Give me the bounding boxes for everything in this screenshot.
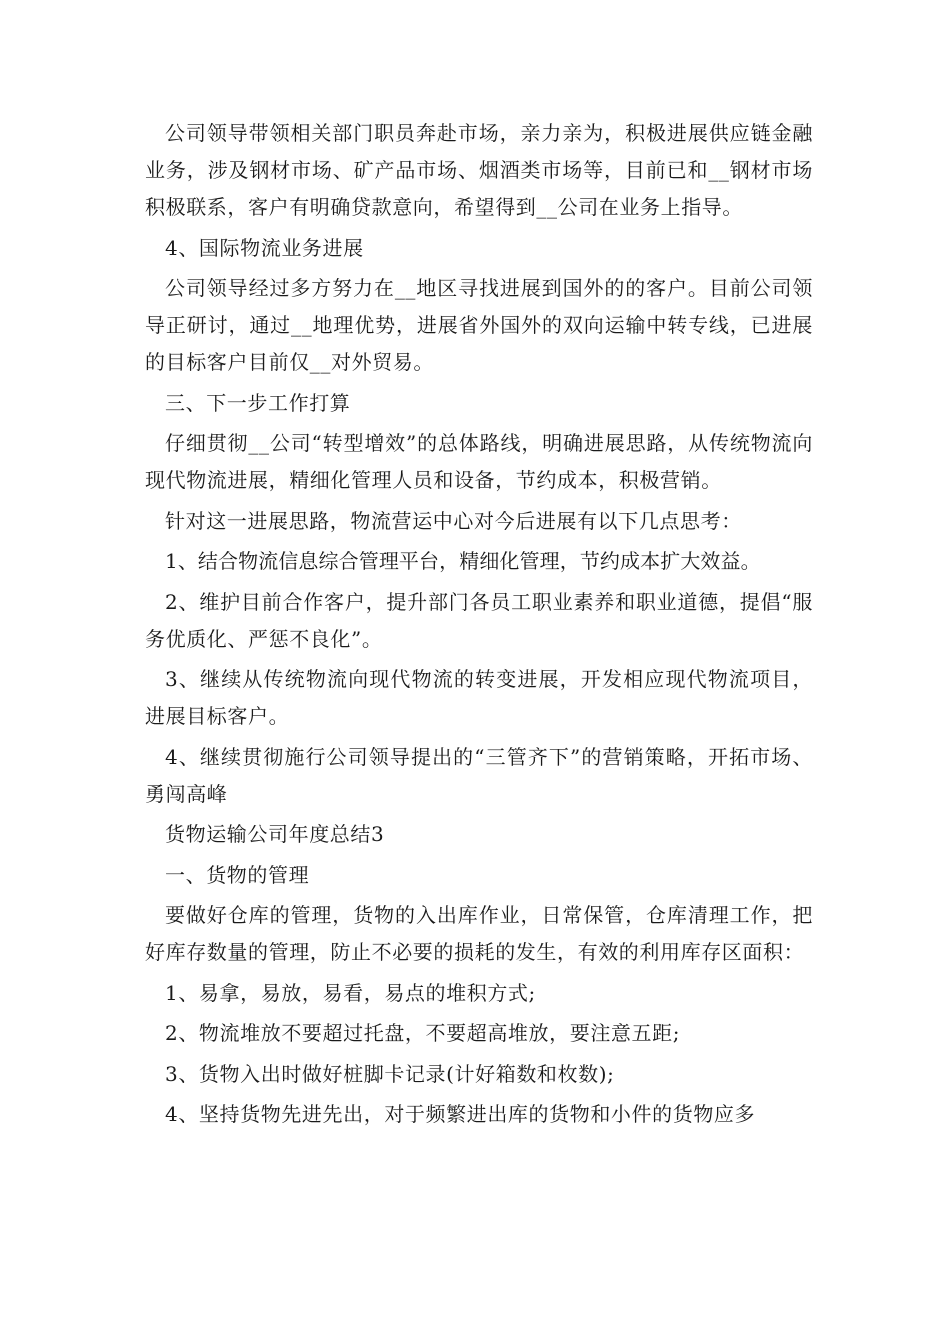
list-item-2-pallet: 2、物流堆放不要超过托盘，不要超高堆放，要注意五距; [165,1021,681,1045]
list-item-4-fifo: 4、坚持货物先进先出，对于频繁进出库的货物和小件的货物应多 [165,1102,756,1126]
list-item-1-platform: 1、结合物流信息综合管理平台，精细化管理，节约成本扩大效益。 [165,549,761,573]
paragraph-supply-chain-finance: 公司领导带领相关部门职员奔赴市场，亲力亲为，积极进展供应链金融业务，涉及钢材市场、矿产品市场、烟酒类市场等，目前已和__钢材市场积极联系，客户有明确贷款意向，希望得到__公司在业务上指导。 [145,121,813,219]
list-item-4-marketing-strategy: 4、继续贯彻施行公司领导提出的“三管齐下”的营销策略，开拓市场、勇闯高峰 [145,744,813,806]
document-body [145,115,813,1137]
paragraph-transformation-route: 仔细贯彻__公司“转型增效”的总体路线，明确进展思路，从传统物流向现代物流进展，精细化管理人员和设备，节约成本，积极营销。 [145,431,813,492]
list-item-3-modern-logistics: 3、继续从传统物流向现代物流的转变进展，开发相应现代物流项目，进展目标客户。 [145,667,813,728]
heading-next-steps: 三、下一步工作打算 [165,390,351,415]
section-title-summary-3: 货物运输公司年度总结3 [165,822,385,846]
list-item-2-clients: 2、维护目前合作客户，提升部门各员工职业素养和职业道德，提倡“服务优质化、严惩不良化”。 [145,589,813,651]
paragraph-development-thinking: 针对这一进展思路，物流营运中心对今后进展有以下几点思考： [165,508,742,533]
paragraph-international-clients: 公司领导经过多方努力在__地区寻找进展到国外的的客户。目前公司领导正研讨，通过__地理优势，进展省外国外的双向运输中转专线，已进展的目标客户目前仅__对外贸易。 [145,276,813,374]
heading-international-logistics: 4、国际物流业务进展 [165,235,364,260]
list-item-3-records: 3、货物入出时做好桩脚卡记录(计好箱数和枚数); [165,1061,615,1086]
heading-goods-management: 一、货物的管理 [165,862,310,887]
list-item-1-stacking: 1、易拿，易放，易看，易点的堆积方式; [165,980,536,1005]
paragraph-warehouse-management: 要做好仓库的管理，货物的入出库作业，日常保管，仓库清理工作，把好库存数量的管理，防止不必要的损耗的发生，有效的利用库存区面积： [145,903,813,964]
